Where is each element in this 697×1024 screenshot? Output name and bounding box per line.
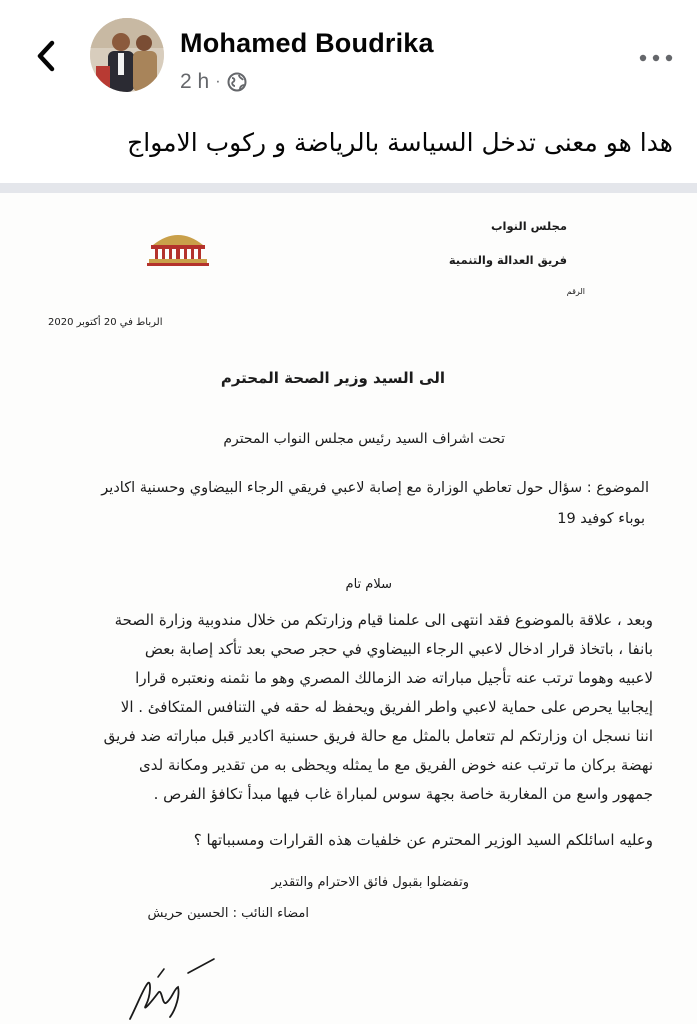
letter-supervision: تحت اشراف السيد رئيس مجلس النواب المحترم — [223, 431, 505, 447]
avatar[interactable] — [90, 18, 164, 92]
letter-body-line: وبعد ، علاقة بالموضوع فقد انتهى الى علمنا قيام وزارتكم من خلال مندوبية وزارة الصحة — [114, 611, 653, 629]
letter-date: الرباط في 20 أكتوبر 2020 — [48, 317, 163, 328]
handwritten-signature — [118, 943, 238, 1024]
letter-body-line: اننا نسجل ان وزارتكم لم تتعامل بالمثل مع حالة فريق حسنية اكادير قبل مباراته ضد فريق — [103, 727, 653, 745]
letter-greeting: سلام تام — [345, 577, 392, 592]
letter-recipient: الى السيد وزير الصحة المحترم — [220, 369, 445, 387]
letter-subject-continued: بوباء كوفيد 19 — [557, 511, 645, 527]
parliament-logo — [145, 223, 211, 267]
letter-signer: امضاء النائب : الحسين حريش — [147, 906, 309, 921]
document-image[interactable] — [0, 193, 697, 1024]
letter-body-line: لاعبيه وهوما ترتب عنه تأجيل مباراته ضد الزمالك المصري وهو ما نثمنه ونعتبره قرارا — [135, 669, 653, 687]
post-header — [0, 0, 697, 110]
letter-body-line: نهضة بركان ما ترتب عنه خوض الفريق مع ما يمثله ويحظى به من تقدير ومكانة لدى — [139, 756, 653, 774]
letterhead-institution: مجلس النواب — [490, 219, 567, 233]
post-time[interactable]: 2 h — [180, 70, 210, 93]
letter-subject: الموضوع : سؤال حول تعاطي الوزارة مع إصابة لاعبي فريقي الرجاء البيضاوي وحسنية اكادير — [101, 480, 649, 496]
meta-separator: · — [215, 73, 221, 90]
post-caption: هدا هو معنى تدخل السياسة بالرياضة و ركوب الامواج — [127, 128, 673, 157]
post-divider — [0, 183, 697, 193]
avatar-photo — [90, 18, 164, 92]
letter-body-line: إيجابيا يحرص على حماية لاعبي واطر الفريق ويحفظ له حقه في التنافس المتكافئ . الا — [120, 698, 653, 716]
letter-closing: وتفضلوا بقبول فائق الاحترام والتقدير — [271, 875, 469, 890]
globe-icon — [227, 72, 247, 92]
letter-body-line: جمهور واسع من المغاربة خاصة بجهة سوس لمباراة غاب فيها مبدأ تكافؤ الفرص . — [153, 785, 653, 803]
chevron-left-icon — [35, 39, 57, 73]
letter-body-line: بانفا ، باتخاذ قرار ادخال لاعبي الرجاء البيضاوي في حجر صحي بعد تأكد إصابة بعض — [144, 640, 653, 658]
more-options-button[interactable] — [636, 46, 676, 70]
back-button[interactable] — [26, 34, 66, 78]
post-meta — [180, 70, 247, 94]
letterhead-group: فريق العدالة والتنمية — [448, 253, 567, 267]
letter-question: وعليه اسائلكم السيد الوزير المحترم عن خلفيات هذه القرارات ومسبباتها ؟ — [193, 831, 653, 849]
author-name[interactable]: Mohamed Boudrika — [180, 28, 434, 58]
more-horizontal-icon — [636, 46, 676, 70]
reference-label: الرقم — [566, 287, 585, 296]
